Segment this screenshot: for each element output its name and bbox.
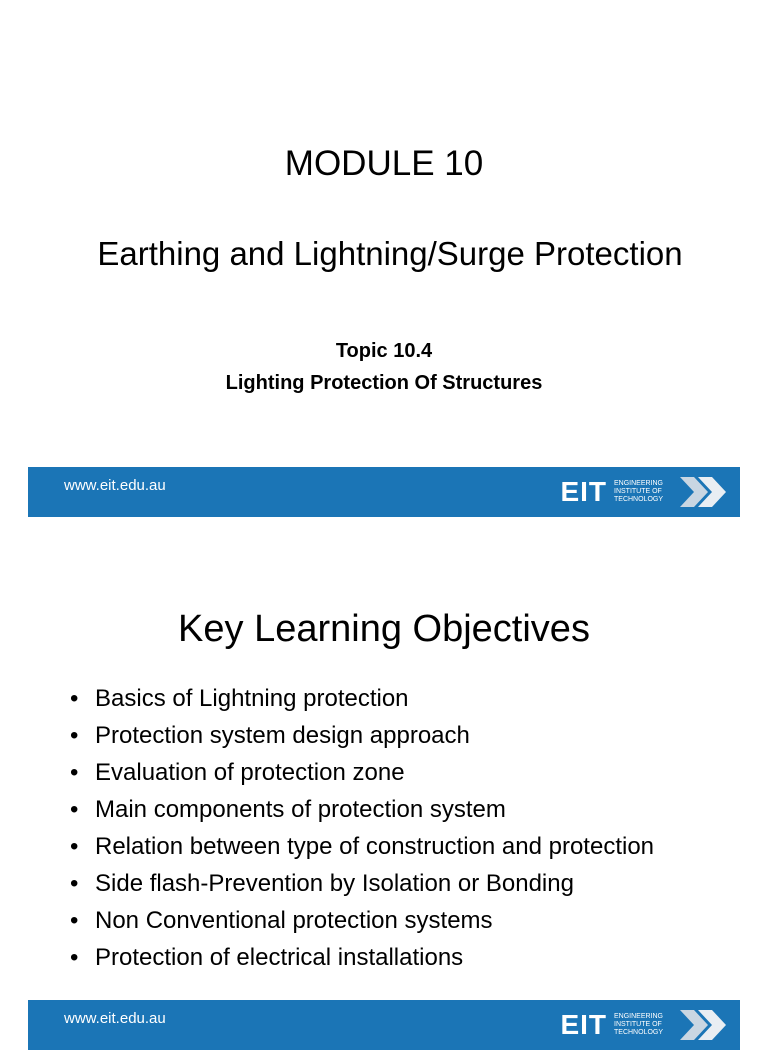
slide-footer-bar [28,467,740,517]
list-item: • Main components of protection system [68,791,654,828]
chevron-right-icon [678,475,730,509]
chevron-right-icon [678,1008,730,1042]
list-item: • Non Conventional protection systems [68,902,654,939]
module-title: Earthing and Lightning/Surge Protection [97,235,683,272]
module-heading: MODULE 10 [284,144,484,183]
eit-logo-subtitle [614,1013,676,1037]
list-item: • Relation between type of construction and protection [68,828,654,865]
eit-logo-letters: EIT [560,476,607,507]
eit-logo [560,473,730,511]
slide-objectives [0,520,768,1040]
eit-logo-line: TECHNOLOGY [614,1029,664,1036]
slide-title [0,0,768,520]
list-item: • Protection of electrical installations [68,939,654,976]
eit-logo-line: INSTITUTE OF [614,1021,662,1028]
eit-logo-subtitle [614,480,676,504]
slide-footer-bar [28,1000,740,1050]
footer-url-link[interactable]: www.eit.edu.au [64,1010,166,1027]
eit-logo [560,1006,730,1044]
topic-title: Lighting Protection Of Structures [225,372,543,394]
eit-logo-line: TECHNOLOGY [614,496,664,503]
eit-logo-line: ENGINEERING [614,480,664,487]
list-item: • Evaluation of protection zone [68,754,654,791]
eit-logo-line: INSTITUTE OF [614,488,662,495]
eit-logo-letters: EIT [560,1009,607,1040]
objectives-list [68,680,654,976]
list-item: • Side flash-Prevention by Isolation or Bonding [68,865,654,902]
footer-url-link[interactable]: www.eit.edu.au [64,477,166,494]
slide-heading: Key Learning Objectives [178,608,590,650]
list-item: • Basics of Lightning protection [68,680,654,717]
topic-number: Topic 10.4 [335,340,433,362]
list-item: • Protection system design approach [68,717,654,754]
eit-logo-line: ENGINEERING [614,1013,664,1020]
